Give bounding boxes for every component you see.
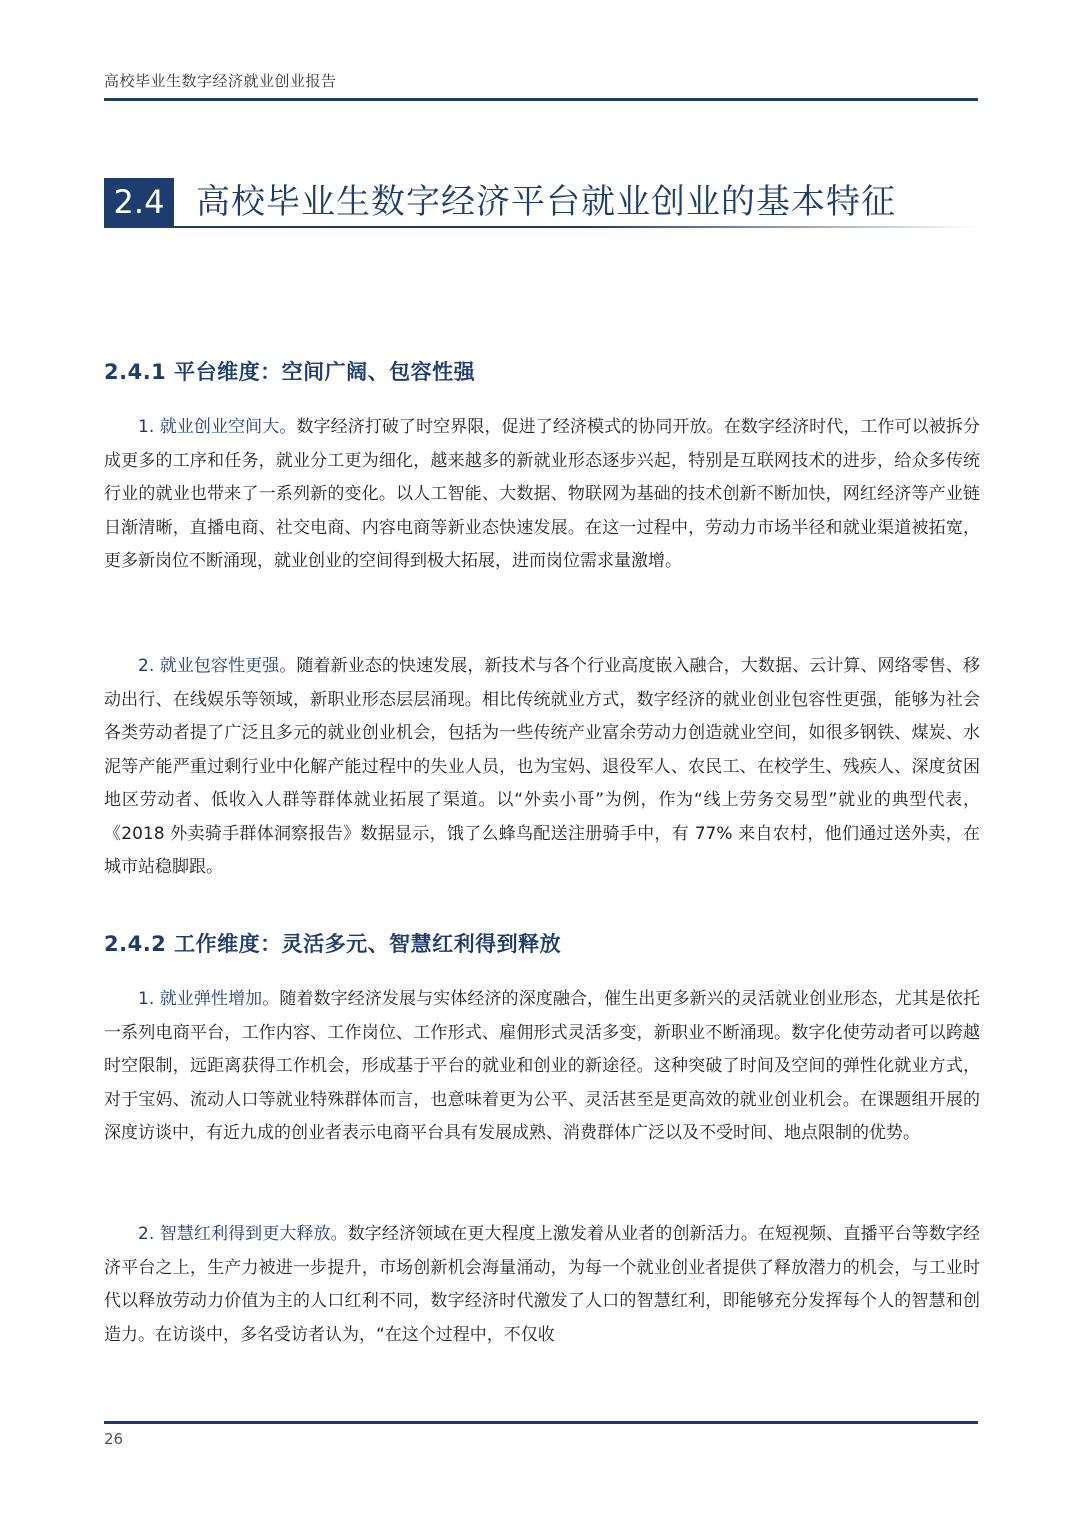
footer-rule [104, 1421, 978, 1424]
section-title-text: 高校毕业生数字经济平台就业创业的基本特征 [196, 182, 896, 222]
paragraph-lead: 1. 就业创业空间大。 [138, 417, 297, 437]
paragraph-text: 数字经济打破了时空界限，促进了经济模式的协同开放。在数字经济时代，工作可以被拆分成更多的工序和任务，就业分工更为细化，越来越多的新就业形态逐步兴起，特别是互联网技术的进步，给众多传统行业的就业也带来了一系列新的变化。以人工智能、大数据、物联网为基础的技术创新不断加快，网红经济等产业链日渐清晰，直播电商、社交电商、内容电商等新业态快速发展。在这一过程中，劳动力市场半径和就业渠道被拓宽，更多新岗位不断涌现，就业创业的空间得到极大拓展，进而岗位需求量激增。 [104, 417, 981, 571]
paragraph-lead: 2. 就业包容性更强。 [138, 656, 297, 676]
running-header: 高校毕业生数字经济就业创业报告 [104, 72, 337, 90]
header-rule [104, 98, 978, 101]
page-number: 26 [104, 1430, 124, 1448]
paragraph [104, 650, 980, 885]
paragraph-text: 随着新业态的快速发展，新技术与各个行业高度嵌入融合，大数据、云计算、网络零售、移动出行、在线娱乐等领域，新职业形态层层涌现。相比传统就业方式，数字经济的就业创业包容性更强，能够为社会各类劳动者提了广泛且多元的就业创业机会，包括为一些传统产业富余劳动力创造就业空间，如很多钢铁、煤炭、水泥等产能严重过剩行业中化解产能过程中的失业人员，也为宝妈、退役军人、农民工、在校学生、残疾人、深度贫困地区劳动者、低收入人群等群体就业拓展了渠道。以“外卖小哥”为例，作为“线上劳务交易型”就业的典型代表，《2018 外卖骑手群体洞察报告》数据显示，饿了么蜂鸟配送注册骑手中，有 77% 来自农村，他们通过送外卖，在城市站稳脚跟。 [104, 656, 981, 877]
subsection-heading-2-4-2: 2.4.2 工作维度：灵活多元、智慧红利得到释放 [104, 932, 562, 956]
subsection-heading-2-4-1: 2.4.1 平台维度：空间广阔、包容性强 [104, 360, 476, 384]
paragraph [104, 983, 980, 1151]
paragraph-text: 数字经济领域在更大程度上激发着从业者的创新活力。在短视频、直播平台等数字经济平台之上，生产力被进一步提升，市场创新机会海量涌动，为每一个就业创业者提供了释放潜力的机会，与工业时代以释放劳动力价值为主的人口红利不同，数字经济时代激发了人口的智慧红利，即能够充分发挥每个人的智慧和创造力。在访谈中，多名受访者认为，“在这个过程中，不仅收 [104, 1224, 980, 1345]
section-title [104, 178, 978, 228]
section-number-box: 2.4 [104, 178, 174, 226]
paragraph-lead: 2. 智慧红利得到更大释放。 [138, 1224, 348, 1244]
section-underline [104, 226, 978, 228]
paragraph [104, 1218, 980, 1352]
paragraph-lead: 1. 就业弹性增加。 [138, 989, 280, 1009]
paragraph [104, 411, 980, 579]
paragraph-text: 随着数字经济发展与实体经济的深度融合，催生出更多新兴的灵活就业创业形态，尤其是依托一系列电商平台，工作内容、工作岗位、工作形式、雇佣形式灵活多变，新职业不断涌现。数字化使劳动者可以跨越时空限制，远距离获得工作机会，形成基于平台的就业和创业的新途径。这种突破了时间及空间的弹性化就业方式，对于宝妈、流动人口等就业特殊群体而言，也意味着更为公平、灵活甚至是更高效的就业创业机会。在课题组开展的深度访谈中，有近九成的创业者表示电商平台具有发展成熟、消费群体广泛以及不受时间、地点限制的优势。 [104, 989, 981, 1143]
